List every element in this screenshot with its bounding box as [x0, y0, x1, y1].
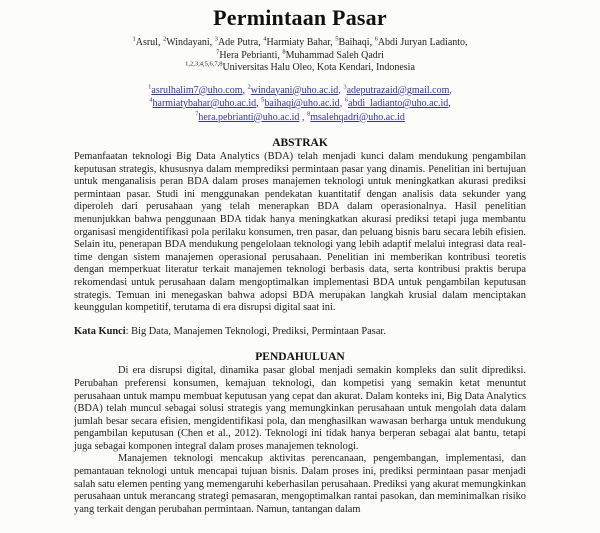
email-separator: , — [338, 84, 344, 96]
email-separator: , — [339, 98, 345, 109]
email-separator: , — [448, 98, 451, 109]
email-superscript: 4 — [149, 96, 153, 104]
email-link[interactable]: harmiatybahar@uho.ac.id — [152, 98, 257, 109]
introduction-paragraph: Di era disrupsi digital, dinamika pasar global menjadi semakin kompleks dan sulit diprediksi. Perubahan preferensi konsumen, kemajuan teknologi, dan kompetisi yang semakin ketat menuntut perusahaan untuk mampu membuat keputusan yang cepat dan akurat. Dalam konteks ini, Big Data Analytics (BDA) telah muncul sebagai solusi strategis yang memungkinkan perusahaan untuk mengolah data dalam jumlah besar secara efisien, mengidentifikasi pola, dan menghasilkan wawasan berharga untuk mendukung pengambilan keputusan (Chen et al., 2012). Teknologi ini tidak hanya berperan sebagai alat bantu, tetapi juga sebagai komponen integral dalam proses manajemen teknologi. — [74, 365, 526, 452]
author-name: Hera Pebrianti, — [219, 49, 283, 61]
email-separator: , — [242, 84, 248, 96]
email-superscript: 3 — [343, 83, 347, 91]
email-line — [74, 84, 526, 98]
email-separator: , — [256, 98, 262, 109]
author-emails — [74, 84, 526, 125]
email-link[interactable]: hera.pebrianti@uho.ac.id — [198, 111, 300, 123]
email-superscript: 5 — [261, 96, 265, 104]
author-line — [74, 37, 526, 50]
author-name: Abdi Juryan Ladianto, — [377, 37, 468, 48]
abstract-heading: ABSTRAK — [272, 137, 328, 149]
email-link[interactable]: asrulhalim7@uho.com — [151, 84, 243, 96]
email-superscript: 6 — [344, 96, 348, 104]
affiliation-line — [74, 62, 526, 75]
author-superscript: 7 — [216, 48, 220, 56]
email-line — [74, 111, 526, 125]
email-line — [74, 97, 526, 111]
keywords-text: : Big Data, Manajemen Teknologi, Prediksi, Permintaan Pasar. — [125, 325, 386, 337]
author-list — [74, 37, 526, 62]
author-superscript: 5 — [335, 35, 339, 43]
author-superscript: 4 — [263, 35, 267, 43]
author-name: Asrul, — [135, 37, 163, 48]
email-link[interactable]: baihaqi@uho.ac.id — [264, 98, 340, 109]
author-superscript: 8 — [282, 48, 286, 56]
author-superscript: 2 — [162, 35, 167, 43]
affiliation-superscript: 1,2,3,4,5,6,7,8 — [185, 60, 223, 68]
email-link[interactable]: msalehqadri@uho.ac.id — [310, 111, 405, 123]
author-name: Baihaqi, — [338, 37, 375, 48]
email-superscript: 2 — [247, 83, 251, 91]
introduction-heading: PENDAHULUAN — [255, 351, 345, 364]
email-link[interactable]: windayani@uho.ac.id — [250, 84, 339, 96]
keywords-label: Kata Kunci — [74, 325, 126, 337]
email-link[interactable]: abdi_ladianto@uho.ac.id — [347, 98, 449, 109]
author-superscript: 6 — [374, 35, 378, 43]
abstract-text: Pemanfaatan teknologi Big Data Analytics (BDA) telah menjadi kunci dalam mendukung pengambilan keputusan strategis, khususnya dalam memprediksi permintaan pasar yang dinamis. Penelitian ini bertujuan untuk menganalisis peran BDA dalam proses manajemen teknologi untuk meningkatkan akurasi prediksi permintaan pasar. Studi ini menggunakan pendekatan kuantitatif dengan analisis data sekunder yang diperoleh dari perusahaan yang telah menerapkan BDA dalam operasionalnya. Hasil penelitian menunjukkan bahwa penggunaan BDA tidak hanya meningkatkan akurasi prediksi tetapi juga membantu organisasi mengidentifikasi pola perilaku konsumen, tren pasar, dan peluang bisnis baru secara lebih efisien. Selain itu, penerapan BDA mendukung pengelolaan teknologi yang lebih adaptif melalui integrasi data real-time dengan sistem manajemen operasional perusahaan. Penelitian ini memberikan kontribusi teoretis dengan memperkuat literatur terkait manajemen teknologi berbasis data, serta kontribusi praktis berupa rekomendasi untuk perusahaan dalam mengoptimalkan implementasi BDA untuk pengambilan keputusan strategis. Temuan ini menegaskan bahwa adopsi BDA merupakan langkah krusial dalam menciptakan keunggulan kompetitif, terutama di era disrupsi digital saat ini. — [74, 151, 526, 314]
author-name: Windayani, — [166, 37, 215, 48]
author-name: Ade Putra, — [217, 37, 264, 48]
email-separator: , — [449, 84, 452, 96]
email-superscript: 8 — [306, 110, 311, 118]
email-separator: , — [299, 111, 307, 123]
affiliation-text: Universitas Halu Oleo, Kota Kendari, Indonesia — [222, 62, 415, 73]
email-superscript: 7 — [195, 110, 199, 118]
author-line — [74, 50, 526, 63]
author-name: Harmiaty Bahar, — [266, 37, 336, 48]
author-superscript: 3 — [214, 35, 218, 43]
introduction-paragraphs — [74, 365, 526, 516]
keywords-line — [74, 326, 526, 339]
email-link[interactable]: adeputrazaid@gmail.com — [346, 84, 450, 96]
email-superscript: 1 — [148, 83, 152, 91]
introduction-paragraph: Manajemen teknologi mencakup aktivitas perencanaan, pengembangan, implementasi, dan pemantauan teknologi untuk mencapai tujuan bisnis. Dalam proses ini, prediksi permintaan pasar menjadi salah satu elemen penting yang memengaruhi keberhasilan perusahaan. Prediksi yang akurat memungkinkan perusahaan untuk merancang strategi pemasaran, mengoptimalkan rantai pasokan, dan meminimalkan risiko yang terkait dengan perubahan permintaan. Namun, tantangan dalam — [74, 453, 526, 515]
author-name: Muhammad Saleh Qadri — [285, 49, 384, 61]
author-superscript: 1 — [132, 35, 136, 43]
paper-title: Permintaan Pasar — [213, 5, 387, 30]
